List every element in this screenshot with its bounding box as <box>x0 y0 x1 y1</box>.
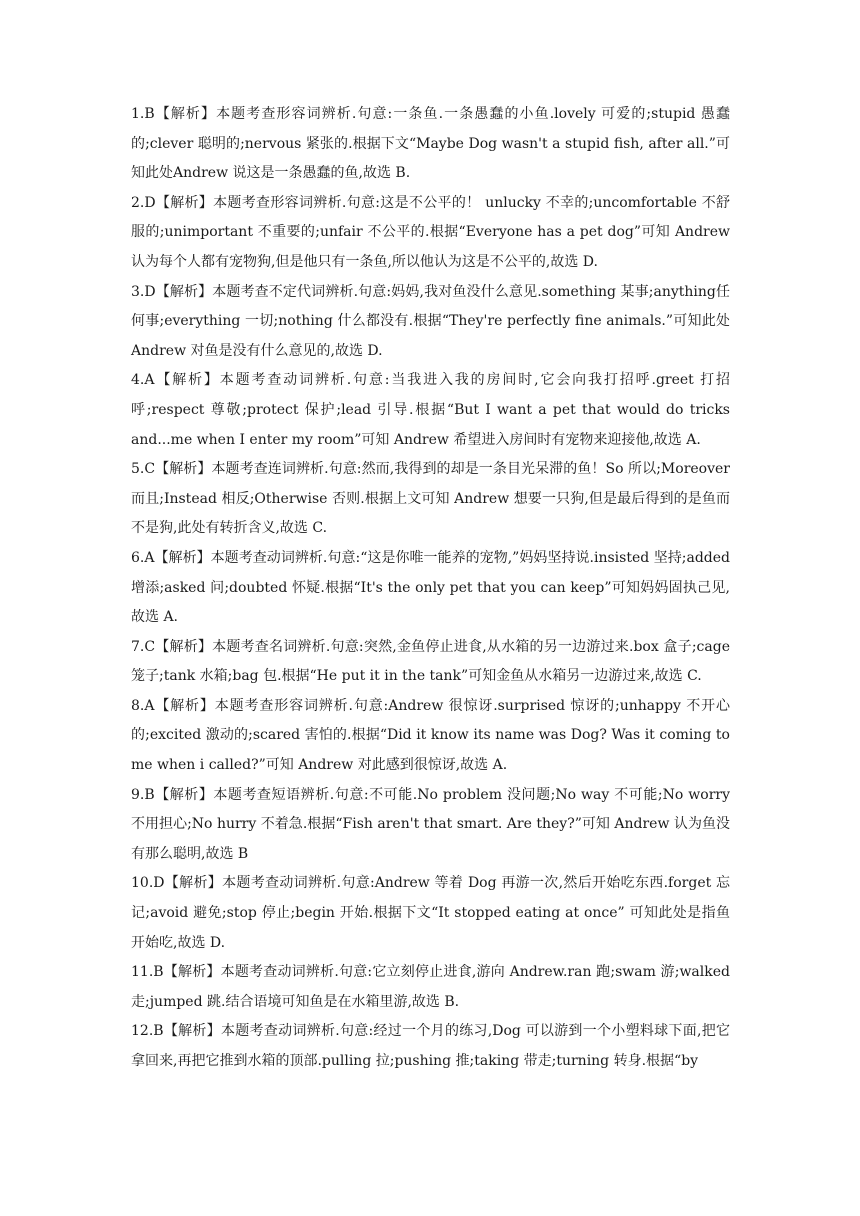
answer-item-7: 7.C【解析】本题考查名词辨析.句意:突然,金鱼停止进食,从水箱的另一边游过来.box 盒子;cage 笼子;tank 水箱;bag 包.根据“He put it in the tank”可知金鱼从水箱另一边游过来,故选 C. <box>131 638 730 685</box>
answer-item-3: 3.D【解析】本题考查不定代词辨析.句意:妈妈,我对鱼没什么意见.something 某事;anything任何事;everything 一切;nothing 什么都没有.根据“They're perfectly fine animals.”可知此处Andrew 对鱼是没有什么意见的,故选 D. <box>131 283 730 359</box>
answer-item-2: 2.D【解析】本题考查形容词辨析.句意:这是不公平的！ unlucky 不幸的;uncomfortable 不舒服的;unimportant 不重要的;unfair 不公平的.根据“Everyone has a pet dog”可知 Andrew 认为每个人都有宠物狗,但是他只有一条鱼,所以他认为这是不公平的,故选 D. <box>131 194 730 270</box>
answer-item-10: 10.D【解析】本题考查动词辨析.句意:Andrew 等着 Dog 再游一次,然后开始吃东西.forget 忘记;avoid 避免;stop 停止;begin 开始.根据下文“It stopped eating at once” 可知此处是指鱼开始吃,故选 D. <box>131 875 730 951</box>
answer-item-8: 8.A【解析】本题考查形容词辨析.句意:Andrew 很惊讶.surprised 惊讶的;unhappy 不开心的;excited 激动的;scared 害怕的.根据“Did it know its name was Dog? Was it coming to me when i called?”可知 Andrew 对此感到很惊讶,故选 A. <box>131 697 730 774</box>
answer-item-11: 11.B【解析】本题考查动词辨析.句意:它立刻停止进食,游向 Andrew.ran 跑;swam 游;walked走;jumped 跳.结合语境可知鱼是在水箱里游,故选 B. <box>131 964 730 1010</box>
answer-item-1: 1.B【解析】本题考查形容词辨析.句意:一条鱼.一条愚蠢的小鱼.lovely 可爱的;stupid 愚蠢的;clever 聪明的;nervous 紧张的.根据下文“Maybe Dog wasn't a stupid fish, after all.”可知此处Andrew 说这是一条愚蠢的鱼,故选 B. <box>131 106 730 182</box>
answer-item-4: 4.A【解析】本题考查动词辨析.句意:当我进入我的房间时,它会向我打招呼.greet 打招呼;respect 尊敬;protect 保护;lead 引导.根据“But I want a pet that would do tricks and...me when I enter my room”可知 Andrew 希望进入房间时有宠物来迎接他,故选 A. <box>131 372 730 448</box>
answer-explanations <box>131 100 730 1077</box>
answer-item-6: 6.A【解析】本题考查动词辨析.句意:“这是你唯一能养的宠物,”妈妈坚持说.insisted 坚持;added 增添;asked 问;doubted 怀疑.根据“It's the only pet that you can keep”可知妈妈固执己见,故选 A. <box>131 549 730 626</box>
answer-item-12: 12.B【解析】本题考查动词辨析.句意:经过一个月的练习,Dog 可以游到一个小塑料球下面,把它拿回来,再把它推到水箱的顶部.pulling 拉;pushing 推;taking 带走;turning 转身.根据“by <box>131 1023 730 1069</box>
answer-item-5: 5.C【解析】本题考查连词辨析.句意:然而,我得到的却是一条目光呆滞的鱼！So 所以;Moreover而且;Instead 相反;Otherwise 否则.根据上文可知 Andrew 想要一只狗,但是最后得到的是鱼而不是狗,此处有转折含义,故选 C. <box>131 461 730 537</box>
answer-item-9: 9.B【解析】本题考查短语辨析.句意:不可能.No problem 没问题;No way 不可能;No worry 不用担心;No hurry 不着急.根据“Fish aren't that smart. Are they?”可知 Andrew 认为鱼没有那么聪明,故选 B <box>131 786 730 862</box>
